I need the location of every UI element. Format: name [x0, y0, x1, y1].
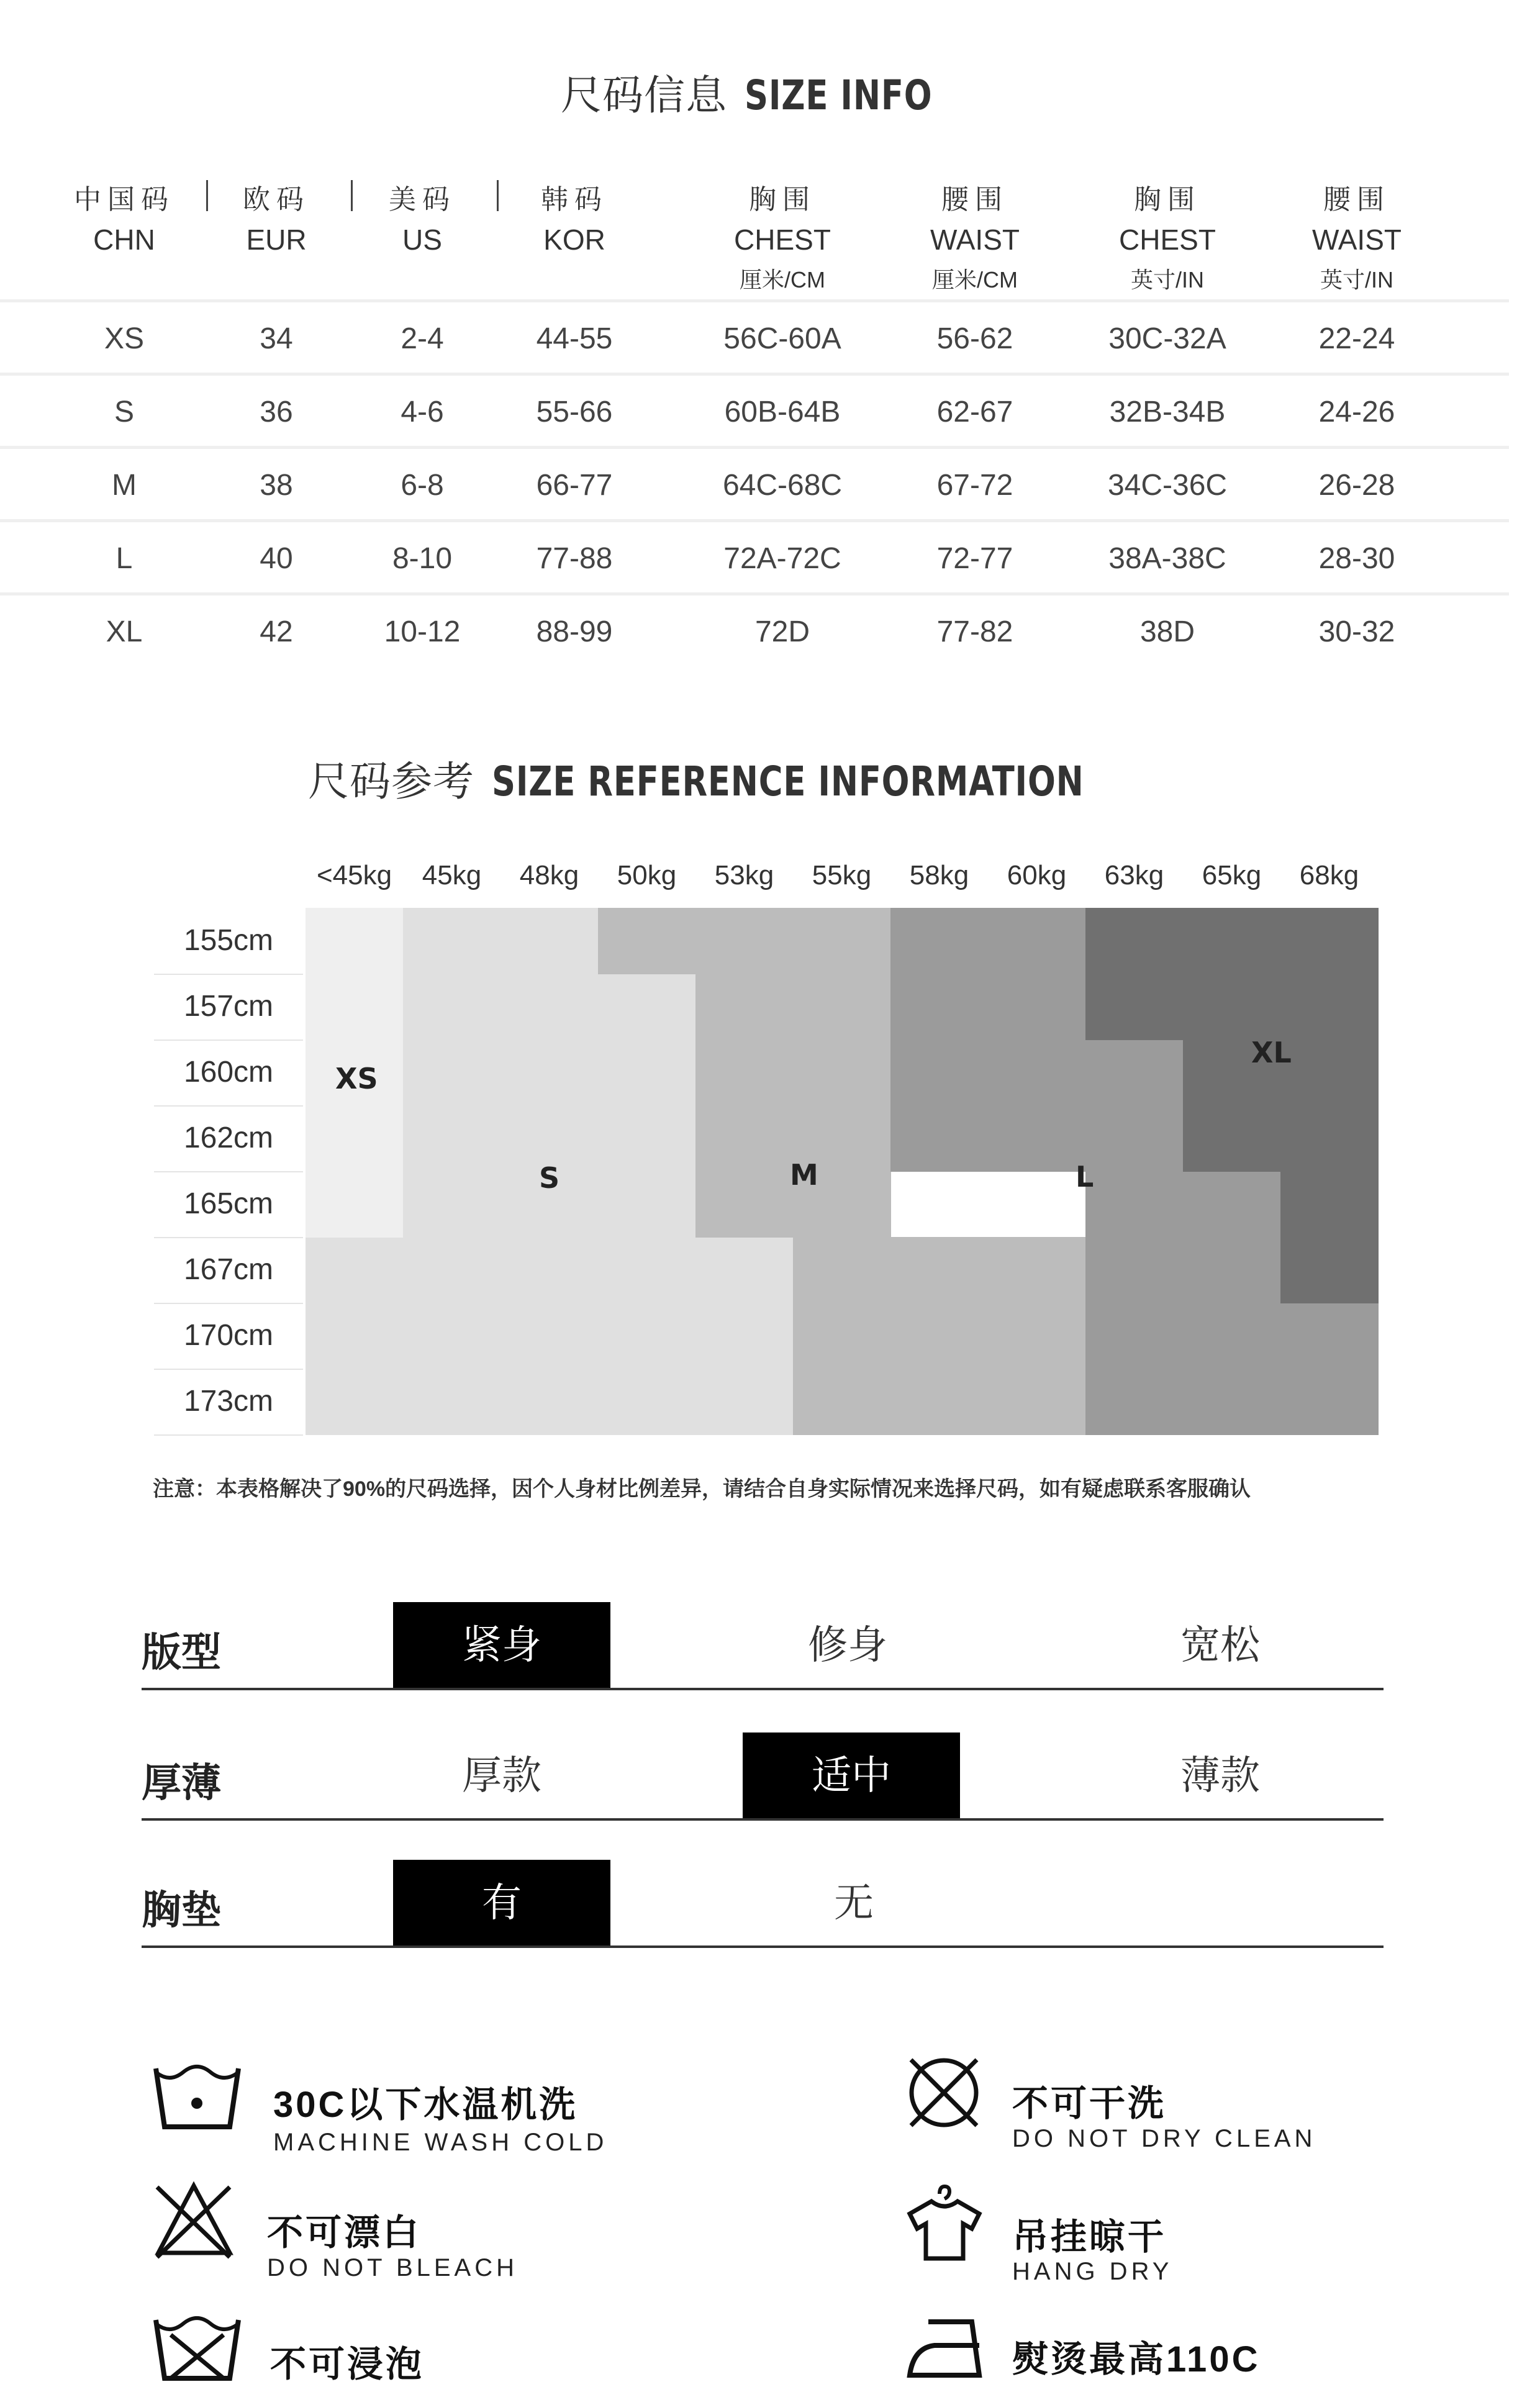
table-cell: 72D: [754, 615, 810, 648]
table-cell: 56-62: [936, 322, 1013, 355]
size-region-xl: [1085, 908, 1379, 1040]
table-cell: S: [114, 396, 134, 428]
size-mark: XL: [1251, 1036, 1292, 1069]
size-col-header-zh: 胸围: [749, 184, 816, 215]
wash-30-icon: [152, 2059, 242, 2133]
size-reference-title: [0, 748, 1540, 807]
table-cell: 42: [260, 615, 293, 648]
size-region-l: [1085, 1434, 1135, 1435]
property-label: 厚薄: [142, 1760, 221, 1805]
table-cell: 64C-68C: [722, 469, 843, 502]
table-cell: 10-12: [384, 615, 461, 648]
column-separator: [497, 180, 499, 211]
column-separator: [206, 180, 208, 211]
table-cell: 77-82: [936, 615, 1013, 648]
size-info-title-en: SIZE INFO: [745, 71, 933, 119]
size-col-header-unit: 厘米/CM: [740, 267, 825, 292]
size-col-header-en: CHN: [93, 224, 155, 256]
size-region-s: [598, 974, 696, 1238]
size-col-header: [1264, 177, 1450, 294]
table-row: [0, 299, 1509, 376]
size-col-header-en: CHEST: [734, 224, 831, 256]
care-dry-clean-en: DO NOT DRY CLEAN: [1012, 2125, 1316, 2152]
table-cell: 32B-34B: [1109, 396, 1226, 428]
size-col-header-unit: 英寸/IN: [1320, 267, 1393, 292]
size-mark: S: [539, 1161, 560, 1195]
weight-label: 65kg: [1202, 860, 1262, 890]
table-cell: M: [112, 469, 137, 502]
table-cell: 38A-38C: [1108, 542, 1226, 575]
height-label: 160cm: [154, 1040, 303, 1107]
table-cell: 34C-36C: [1107, 469, 1228, 502]
property-option: 适中: [743, 1732, 960, 1818]
property-option: 宽松: [1180, 1623, 1260, 1667]
size-col-header-zh: 腰围: [1323, 184, 1390, 215]
table-cell: 4-6: [401, 396, 444, 428]
table-row: [0, 592, 1509, 669]
table-cell: L: [116, 542, 133, 575]
size-col-header-zh: 美码: [389, 184, 456, 215]
table-cell: 30C-32A: [1108, 322, 1226, 355]
size-col-header: [1074, 177, 1261, 294]
height-label: 162cm: [154, 1105, 303, 1172]
size-col-header-zh: 欧码: [243, 184, 310, 215]
care-wash-en: MACHINE WASH COLD: [273, 2129, 608, 2156]
size-col-header-zh: 胸围: [1134, 184, 1201, 215]
table-cell: XS: [104, 322, 145, 355]
table-cell: 24-26: [1318, 396, 1395, 428]
property-option: 修身: [808, 1623, 887, 1667]
size-info-title-zh: 尺码信息: [561, 72, 727, 118]
care-hang-dry-zh: 吊挂晾干: [1012, 2217, 1167, 2257]
height-label: 170cm: [154, 1303, 303, 1370]
size-region-xl: [1280, 1171, 1379, 1303]
weight-label: 50kg: [617, 860, 677, 890]
size-col-header-zh: 腰围: [941, 184, 1008, 215]
size-note: 注意：本表格解决了90%的尺码选择，因个人身材比例差异，请结合自身实际情况来选择尺码，如有疑虑联系客服确认: [153, 1477, 1251, 1501]
property-divider: [142, 1945, 1384, 1948]
table-cell: 77-88: [536, 542, 613, 575]
size-region-l: [1085, 1040, 1184, 1238]
height-label: 167cm: [154, 1237, 303, 1304]
property-option: 无: [834, 1880, 874, 1925]
hang-dry-icon: [904, 2183, 984, 2263]
size-col-header: [689, 177, 876, 294]
size-col-header: [481, 177, 668, 256]
height-label: 157cm: [154, 974, 303, 1041]
size-col-header-unit: 英寸/IN: [1130, 267, 1204, 292]
table-cell: 40: [260, 542, 293, 575]
table-cell: 34: [260, 322, 293, 355]
size-col-header-en: KOR: [543, 224, 605, 256]
weight-label: 63kg: [1104, 860, 1164, 890]
size-col-header-zh: 韩码: [541, 184, 608, 215]
weight-label: <45kg: [316, 860, 392, 890]
size-col-header-en: WAIST: [930, 224, 1020, 256]
size-col-header-unit: 厘米/CM: [932, 267, 1018, 292]
weight-label: 60kg: [1007, 860, 1067, 890]
table-cell: 36: [260, 396, 293, 428]
care-dry-clean-zh: 不可干洗: [1012, 2083, 1167, 2124]
table-cell: 6-8: [401, 469, 444, 502]
size-region-l: [890, 908, 1086, 1172]
weight-label: 48kg: [519, 860, 579, 890]
size-region-m: [890, 1237, 1086, 1435]
weight-label: 68kg: [1299, 860, 1359, 890]
size-col-header-en: CHEST: [1119, 224, 1216, 256]
size-col-header-en: EUR: [246, 224, 307, 256]
care-iron-zh: 熨烫最高110C: [1012, 2339, 1261, 2380]
table-row: [0, 446, 1509, 522]
table-cell: 2-4: [401, 322, 444, 355]
size-reference-title-zh: 尺码参考: [307, 758, 474, 804]
table-cell: 30-32: [1318, 615, 1395, 648]
height-label: 173cm: [154, 1369, 303, 1436]
size-col-header-zh: 中国码: [74, 184, 174, 215]
weight-label: 53kg: [714, 860, 774, 890]
height-label: 155cm: [154, 908, 303, 975]
size-reference-title-en: SIZE REFERENCE INFORMATION: [491, 758, 1084, 805]
table-cell: 67-72: [936, 469, 1013, 502]
table-cell: 56C-60A: [723, 322, 841, 355]
table-cell: 38: [260, 469, 293, 502]
table-cell: 22-24: [1318, 322, 1395, 355]
table-cell: 8-10: [392, 542, 453, 575]
table-cell: 72A-72C: [723, 542, 841, 575]
height-label: 165cm: [154, 1171, 303, 1238]
table-cell: XL: [106, 615, 143, 648]
size-region-m: [598, 908, 696, 974]
column-separator: [351, 180, 353, 211]
size-region-s: [403, 908, 599, 1238]
table-cell: 62-67: [936, 396, 1013, 428]
size-region-s: [306, 1237, 794, 1435]
size-mark: M: [790, 1158, 818, 1192]
property-divider: [142, 1818, 1384, 1821]
care-bleach-zh: 不可漂白: [267, 2213, 422, 2253]
property-divider: [142, 1688, 1384, 1690]
size-info-title: [0, 62, 1540, 121]
table-cell: 26-28: [1318, 469, 1395, 502]
table-cell: 88-99: [536, 615, 613, 648]
size-mark: XS: [335, 1062, 378, 1095]
property-option: 薄款: [1180, 1753, 1260, 1798]
care-hang-dry-en: HANG DRY: [1012, 2258, 1173, 2285]
weight-label: 45kg: [422, 860, 482, 890]
size-col-header: [882, 177, 1068, 294]
property-label: 版型: [142, 1630, 221, 1675]
table-cell: 44-55: [536, 322, 613, 355]
table-row: [0, 519, 1509, 596]
care-wash-zh: 30C以下水温机洗: [273, 2085, 578, 2125]
table-cell: 60B-64B: [724, 396, 841, 428]
size-mark: L: [1076, 1160, 1094, 1194]
table-cell: 28-30: [1318, 542, 1395, 575]
weight-label: 55kg: [812, 860, 872, 890]
size-region-m: [793, 1237, 891, 1435]
iron-icon: [904, 2313, 990, 2385]
table-cell: 55-66: [536, 396, 613, 428]
table-cell: 66-77: [536, 469, 613, 502]
property-option: 厚款: [462, 1753, 541, 1798]
table-cell: 38D: [1139, 615, 1195, 648]
size-col-header-en: WAIST: [1312, 224, 1402, 256]
weight-label: 58kg: [909, 860, 969, 890]
property-label: 胸垫: [142, 1888, 221, 1932]
property-option: 紧身: [393, 1602, 610, 1688]
property-option: 有: [393, 1860, 610, 1945]
care-bleach-en: DO NOT BLEACH: [267, 2254, 518, 2281]
no-soak-icon: [152, 2310, 242, 2385]
no-bleach-icon: [152, 2180, 236, 2260]
size-col-header-en: US: [402, 224, 442, 256]
no-dry-clean-icon: [904, 2052, 984, 2133]
size-region-l: [1183, 1171, 1281, 1238]
table-row: [0, 373, 1509, 449]
care-soak-zh: 不可浸泡: [270, 2344, 425, 2385]
table-cell: 72-77: [936, 542, 1013, 575]
